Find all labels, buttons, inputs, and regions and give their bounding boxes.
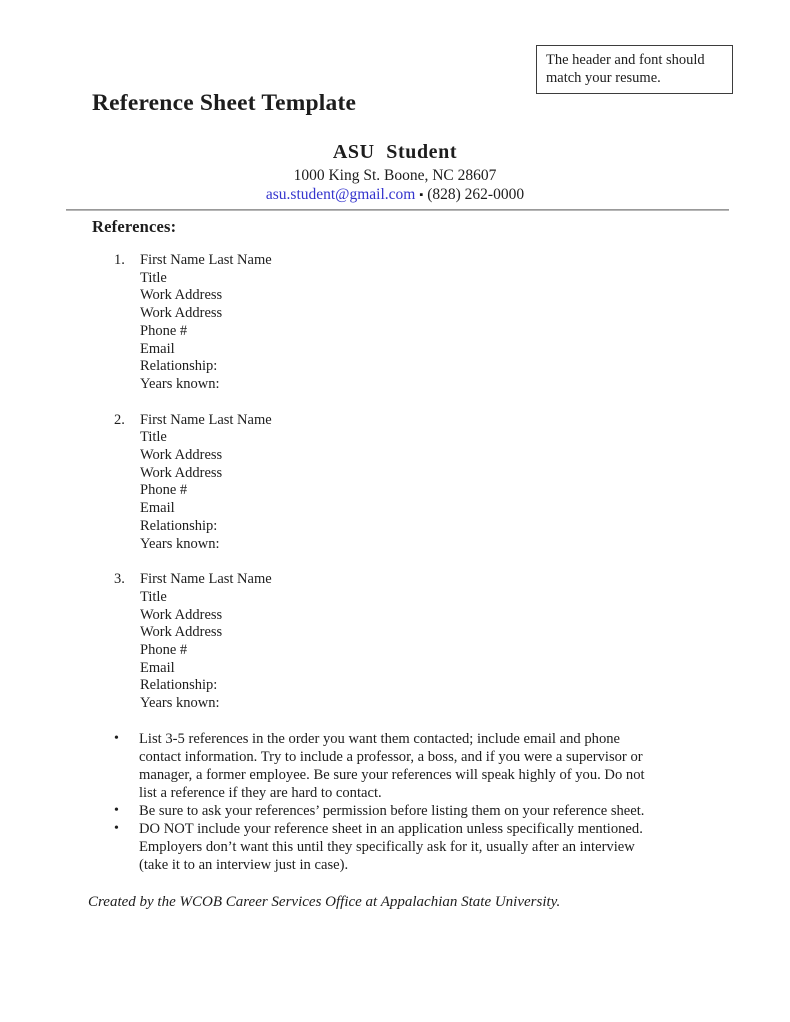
reference-line: Work Address	[140, 624, 223, 641]
tip-line: list a reference if they are hard to contact.	[139, 785, 382, 801]
reference-line: Phone #	[140, 482, 188, 499]
person-name: ASU Student	[332, 141, 458, 163]
reference-line: Work Address	[140, 464, 223, 481]
reference-line: Years known:	[140, 695, 220, 712]
tip-line: Employers don’t want this until they specifically ask for it, usually after an interview	[139, 839, 635, 855]
reference-line: Years known:	[140, 375, 220, 392]
reference-line: Phone #	[140, 642, 188, 659]
header-divider	[66, 209, 729, 211]
reference-lines	[140, 252, 272, 394]
reference-line: Years known:	[140, 535, 220, 552]
header-note-box	[536, 45, 733, 94]
reference-lines	[140, 412, 272, 554]
reference-number: 1.	[114, 252, 125, 268]
note-line: The header and font should	[546, 52, 705, 68]
bullet-icon: •	[114, 803, 119, 818]
reference-line: Email	[140, 340, 175, 357]
reference-line: First Name Last Name	[140, 411, 272, 428]
attribution-note: Created by the WCOB Career Services Office at Appalachian State University.	[88, 894, 561, 910]
reference-entry	[114, 571, 272, 713]
tip-line: (take it to an interview just in case).	[139, 857, 349, 873]
contact-line	[0, 185, 790, 205]
reference-line: Email	[140, 500, 175, 517]
reference-line: Title	[140, 588, 167, 605]
reference-entry	[114, 412, 272, 554]
tip-item	[114, 802, 714, 820]
page-title: Reference Sheet Template	[92, 90, 357, 116]
reference-line: Title	[140, 429, 167, 446]
email-link[interactable]: asu.student@gmail.com	[265, 186, 416, 203]
reference-number: 3.	[114, 571, 125, 588]
tip-line: contact information. Try to include a professor, a boss, and if you were a supervisor or	[139, 749, 643, 765]
reference-line: Work Address	[140, 606, 223, 623]
tip-item	[114, 730, 714, 802]
tip-line: manager, a former employee. Be sure your references will speak highly of you. Do not	[139, 767, 645, 783]
reference-line: Email	[140, 659, 175, 676]
bullet-icon: •	[114, 731, 119, 746]
note-line: match your resume.	[546, 70, 661, 86]
reference-line: First Name Last Name	[140, 571, 272, 588]
reference-line: Phone #	[140, 322, 188, 339]
person-address: 1000 King St. Boone, NC 28607	[293, 167, 497, 184]
reference-number: 2.	[114, 411, 125, 428]
tip-line: List 3-5 references in the order you want them contacted; include email and phone	[139, 731, 621, 747]
reference-line: Work Address	[140, 447, 223, 464]
reference-line: Work Address	[140, 287, 223, 304]
tip-item	[114, 820, 714, 874]
tip-lines	[139, 802, 644, 820]
reference-line: Title	[140, 269, 167, 286]
phone-number: (828) 262-0000	[427, 186, 525, 203]
tip-lines	[139, 730, 645, 802]
resume-header	[0, 139, 790, 205]
reference-line: Relationship:	[140, 517, 218, 534]
reference-line: Relationship:	[140, 677, 218, 694]
bullet-icon: •	[114, 821, 119, 836]
tip-lines	[139, 820, 643, 874]
reference-line: Work Address	[140, 305, 223, 322]
references-list	[114, 252, 272, 731]
tips-list	[114, 730, 714, 874]
reference-entry	[114, 252, 272, 394]
tip-line: Be sure to ask your references’ permission before listing them on your reference sheet.	[139, 803, 645, 819]
references-heading: References:	[92, 217, 177, 236]
square-separator-icon: ▪	[419, 189, 424, 201]
reference-line: First Name Last Name	[140, 252, 272, 268]
tip-line: DO NOT include your reference sheet in an application unless specifically mentioned.	[139, 821, 643, 837]
reference-line: Relationship:	[140, 358, 218, 375]
reference-lines	[140, 571, 272, 713]
